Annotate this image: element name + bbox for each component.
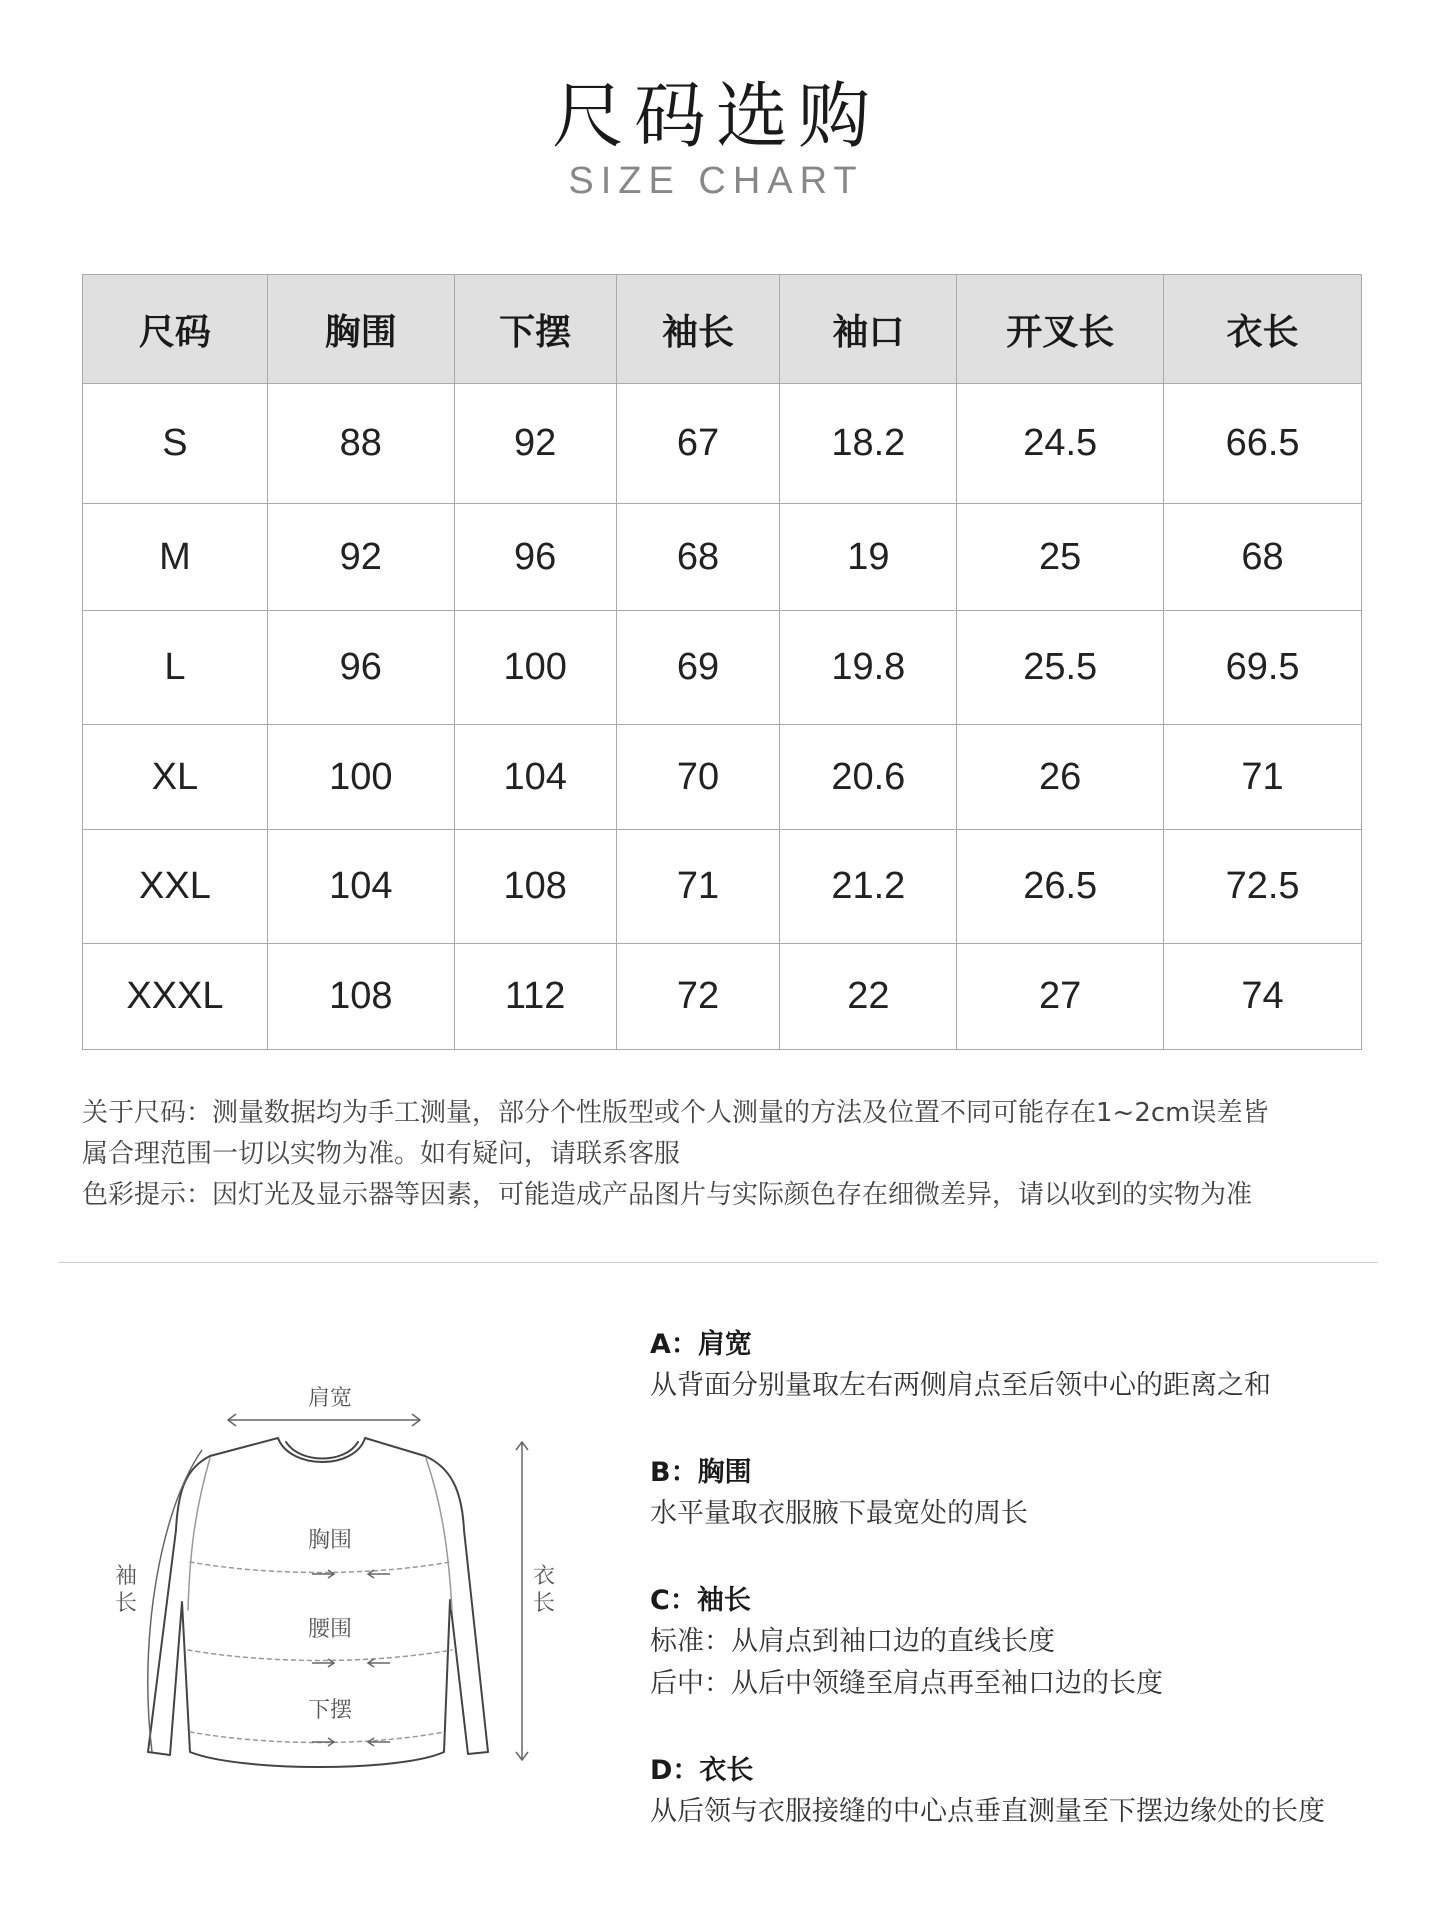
length-label-top: 衣 [532,1564,556,1589]
legend-text: 从背面分别量取左右两侧肩点至后领中心的距离之和 [650,1370,1271,1401]
column-header: 尺码 [83,275,268,384]
table-cell: 67 [616,384,780,504]
column-header: 下摆 [454,275,616,384]
column-header: 衣长 [1164,275,1362,384]
measurement-legend [650,1325,1390,1879]
table-cell: 20.6 [780,725,957,830]
table-cell: 69 [616,611,780,725]
column-header: 开叉长 [957,275,1164,384]
table-cell: 70 [616,725,780,830]
legend-text: 标准：从肩点到袖口边的直线长度 [650,1626,1055,1657]
table-cell: XXXL [83,944,268,1050]
section-divider [58,1262,1378,1263]
column-header: 胸围 [267,275,454,384]
sleeve-label-top: 袖 [114,1564,138,1589]
table-cell: 100 [267,725,454,830]
legend-text: 从后领与衣服接缝的中心点垂直测量至下摆边缘处的长度 [650,1796,1325,1827]
legend-text: 水平量取衣服腋下最宽处的周长 [650,1498,1028,1529]
legend-item [650,1751,1390,1833]
table-cell: 68 [1164,504,1362,611]
table-cell: 25.5 [957,611,1164,725]
table-cell: 68 [616,504,780,611]
table-cell: 18.2 [780,384,957,504]
note-line: 关于尺码：测量数据均为手工测量，部分个性版型或个人测量的方法及位置不同可能存在1~2cm误差皆 [82,1098,1269,1128]
table-cell: 74 [1164,944,1362,1050]
length-label-bottom: 长 [532,1591,556,1616]
table-row [83,944,1362,1050]
column-header: 袖长 [616,275,780,384]
table-cell: 27 [957,944,1164,1050]
page-title: 尺码选购 [551,74,880,158]
table-cell: 112 [454,944,616,1050]
legend-item [650,1325,1390,1407]
table-row [83,830,1362,944]
page-subtitle: SIZE CHART [568,160,864,202]
table-cell: 22 [780,944,957,1050]
sleeve-label-bottom: 长 [114,1591,138,1616]
table-row [83,611,1362,725]
note-line: 色彩提示：因灯光及显示器等因素，可能造成产品图片与实际颜色存在细微差异，请以收到的实物为准 [82,1180,1253,1210]
table-cell: S [83,384,268,504]
table-cell: XXL [83,830,268,944]
column-header: 袖口 [780,275,957,384]
legend-text: 后中：从后中领缝至肩点再至袖口边的长度 [650,1668,1163,1699]
size-table [82,274,1362,1050]
table-row [83,384,1362,504]
table-cell: 108 [267,944,454,1050]
table-header-row [83,275,1362,384]
table-cell: 24.5 [957,384,1164,504]
table-cell: 71 [616,830,780,944]
table-cell: 19 [780,504,957,611]
table-row [83,725,1362,830]
table-cell: M [83,504,268,611]
table-cell: 92 [454,384,616,504]
table-cell: 26 [957,725,1164,830]
table-cell: 72.5 [1164,830,1362,944]
legend-heading: A：肩宽 [650,1329,752,1360]
table-row [83,504,1362,611]
table-cell: 96 [454,504,616,611]
legend-heading: C：袖长 [650,1585,751,1616]
table-cell: 100 [454,611,616,725]
table-cell: 108 [454,830,616,944]
table-cell: 69.5 [1164,611,1362,725]
legend-item [650,1581,1390,1705]
waist-label: 腰围 [307,1617,353,1642]
table-cell: 66.5 [1164,384,1362,504]
legend-heading: B：胸围 [650,1457,752,1488]
table-cell: 72 [616,944,780,1050]
legend-heading: D：衣长 [650,1755,754,1786]
hem-label: 下摆 [307,1698,353,1723]
table-cell: 25 [957,504,1164,611]
table-cell: 92 [267,504,454,611]
note-line: 属合理范围一切以实物为准。如有疑问，请联系客服 [82,1139,681,1169]
table-cell: 88 [267,384,454,504]
table-cell: 96 [267,611,454,725]
table-cell: 71 [1164,725,1362,830]
shoulder-label: 肩宽 [307,1386,353,1411]
table-cell: XL [83,725,268,830]
table-cell: 26.5 [957,830,1164,944]
table-cell: 104 [267,830,454,944]
table-cell: 21.2 [780,830,957,944]
size-notes [82,1093,1372,1216]
table-cell: L [83,611,268,725]
garment-measurement-diagram [90,1380,570,1810]
table-cell: 104 [454,725,616,830]
chest-label: 胸围 [307,1528,353,1553]
legend-item [650,1453,1390,1535]
table-cell: 19.8 [780,611,957,725]
